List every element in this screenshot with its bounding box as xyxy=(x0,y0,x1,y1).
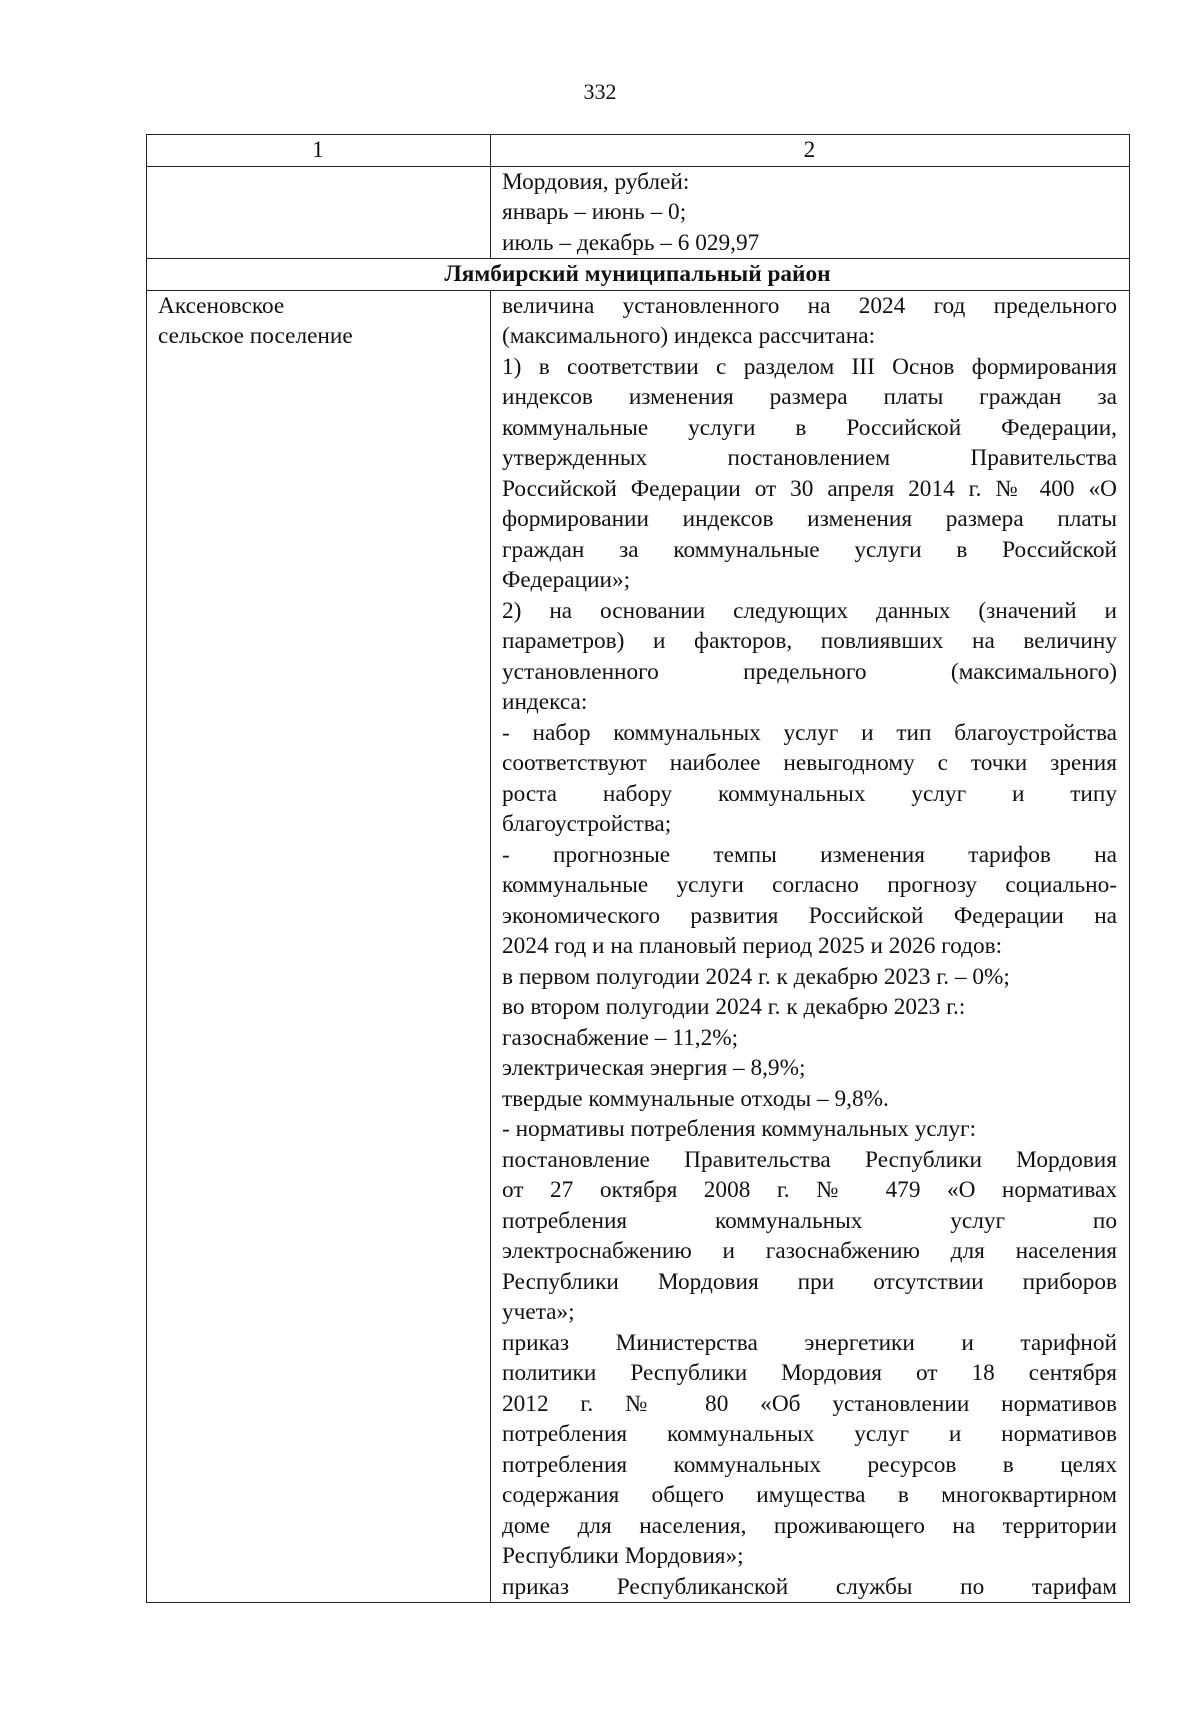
description-line: индексов изменения размера платы граждан за xyxy=(502,384,1117,410)
description-line: приказ Республиканской службы по тарифам xyxy=(502,1573,1117,1600)
description-line: величина установленного на 2024 год предельного xyxy=(502,292,1117,319)
column-header-1: 1 xyxy=(147,135,491,167)
description-line: во втором полугодии 2024 г. к декабрю 2023 г.: xyxy=(502,994,966,1020)
description-line: утвержденных постановлением Правительства xyxy=(502,445,1117,471)
continued-line: январь – июнь – 0; xyxy=(502,199,687,225)
description-line: - набор коммунальных услуг и тип благоустройства xyxy=(502,719,1117,746)
description-line: формировании индексов изменения размера платы xyxy=(502,506,1117,532)
regulation-table xyxy=(146,134,1130,1603)
description-line: - нормативы потребления коммунальных услуг: xyxy=(502,1116,977,1142)
description-line: коммунальные услуги согласно прогнозу социально- xyxy=(502,872,1117,898)
description-line: в первом полугодии 2024 г. к декабрю 2023 г. – 0%; xyxy=(502,963,1010,990)
description-line: параметров) и факторов, повлиявших на величину xyxy=(502,628,1117,654)
description-line: доме для населения, проживающего на территории xyxy=(502,1512,1117,1539)
description-line: индекса: xyxy=(502,689,588,715)
description-line: потребления коммунальных услуг и нормативов xyxy=(502,1421,1117,1447)
description-line: 2012 г. № 80 «Об установлении нормативов xyxy=(502,1390,1117,1417)
continued-cell-col2 xyxy=(491,166,1130,259)
description-line: политики Республики Мордовия от 18 сентября xyxy=(502,1360,1117,1386)
continued-line: Мордовия, рублей: xyxy=(502,168,690,195)
description-line: благоустройства; xyxy=(502,811,672,837)
description-line: потребления коммунальных услуг по xyxy=(502,1207,1117,1234)
description-line: потребления коммунальных ресурсов в целях xyxy=(502,1451,1117,1478)
continued-cell-col1 xyxy=(147,166,491,259)
description-line: роста набору коммунальных услуг и типу xyxy=(502,780,1117,807)
description-line: электроснабжению и газоснабжению для населения xyxy=(502,1238,1117,1264)
description-line: 2) на основании следующих данных (значений и xyxy=(502,597,1117,624)
table-row-continued xyxy=(147,166,1130,259)
description-line: Республики Мордовия при отсутствии приборов xyxy=(502,1268,1117,1295)
description-line: от 27 октября 2008 г. № 479 «О нормативах xyxy=(502,1177,1117,1203)
description-line: (максимального) индекса рассчитана: xyxy=(502,323,876,349)
settlement-name-line: Аксеновское xyxy=(158,292,285,319)
description-line: 2024 год и на плановый период 2025 и 2026 годов: xyxy=(502,933,1003,959)
description-line: постановление Правительства Республики Мордовия xyxy=(502,1146,1117,1173)
description-line: установленного предельного (максимального) xyxy=(502,658,1117,685)
description-line: экономического развития Российской Федерации на xyxy=(502,902,1117,929)
description-line: коммунальные услуги в Российской Федерации, xyxy=(502,414,1117,441)
district-row xyxy=(147,259,1130,291)
description-line: Российской Федерации от 30 апреля 2014 г. № 400 «О xyxy=(502,475,1117,502)
settlement-name-cell xyxy=(147,290,491,1603)
description-line: Федерации»; xyxy=(502,567,631,593)
description-line: газоснабжение – 11,2%; xyxy=(502,1024,739,1051)
description-line: твердые коммунальные отходы – 9,8%. xyxy=(502,1085,889,1112)
description-line: 1) в соответствии с разделом III Основ формирования xyxy=(502,353,1117,380)
settlement-name-line: сельское поселение xyxy=(158,323,353,349)
description-line: приказ Министерства энергетики и тарифной xyxy=(502,1329,1117,1356)
continued-line: июль – декабрь – 6 029,97 xyxy=(502,229,760,256)
table-header-row xyxy=(147,135,1130,167)
description-line: учета»; xyxy=(502,1299,575,1325)
description-line: граждан за коммунальные услуги в Российской xyxy=(502,536,1117,563)
page-number: 332 xyxy=(583,79,617,104)
settlement-description-cell xyxy=(491,290,1130,1603)
settlement-row xyxy=(147,290,1130,1603)
description-line: соответствуют наиболее невыгодному с точки зрения xyxy=(502,750,1117,776)
description-line: электрическая энергия – 8,9%; xyxy=(502,1055,806,1081)
description-line: содержания общего имущества в многоквартирном xyxy=(502,1482,1117,1508)
description-line: - прогнозные темпы изменения тарифов на xyxy=(502,841,1117,868)
district-title: Лямбирский муниципальный район xyxy=(147,259,1130,291)
column-header-2: 2 xyxy=(491,135,1130,167)
description-line: Республики Мордовия»; xyxy=(502,1543,744,1569)
